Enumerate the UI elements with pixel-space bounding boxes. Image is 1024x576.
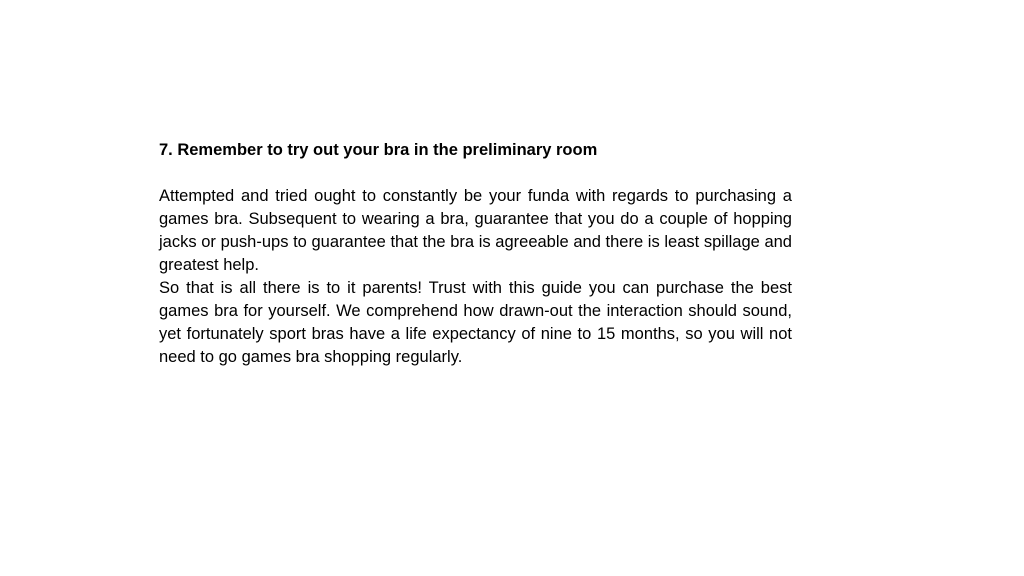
spacer <box>159 162 792 185</box>
paragraph-2: So that is all there is to it parents! Trust with this guide you can purchase the best games bra for yourself. We comprehend how drawn-out the interaction should sound, yet fortunately sport bras have a life expectancy of nine to 15 months, so you will not need to go games bra shopping regularly. <box>159 279 792 366</box>
text-body <box>159 139 792 369</box>
paragraph-1: Attempted and tried ought to constantly be your funda with regards to purchasing a games bra. Subsequent to wearing a bra, guarantee that you do a couple of hopping jacks or push-ups to guarantee that the bra is agreeable and there is least spillage and greatest help. <box>159 187 792 274</box>
section-heading: 7. Remember to try out your bra in the preliminary room <box>159 141 598 159</box>
